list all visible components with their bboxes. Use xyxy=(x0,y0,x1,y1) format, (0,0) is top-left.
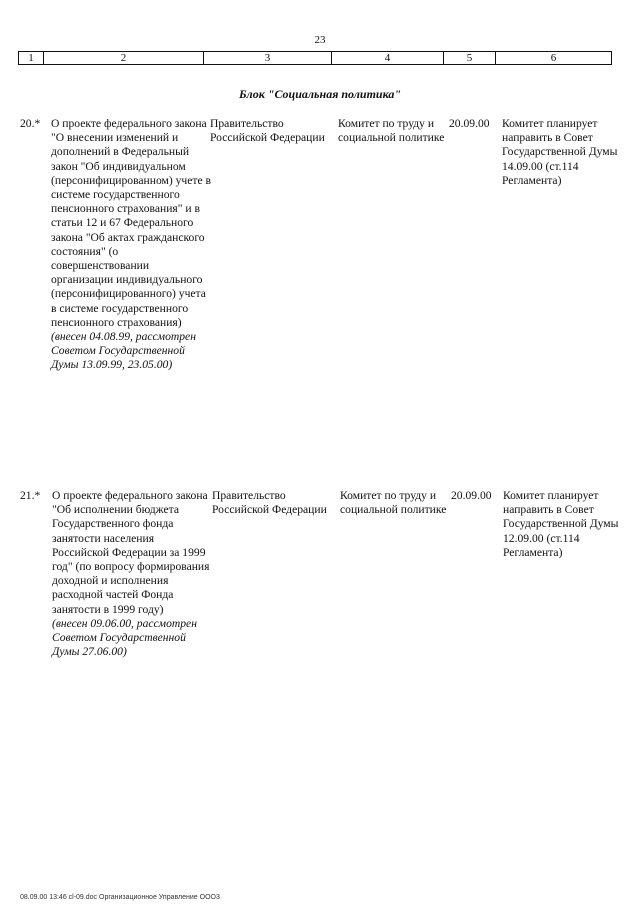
entry-number: 20.* xyxy=(20,117,41,130)
page-number: 23 xyxy=(314,34,326,46)
entry-action: Комитет планирует направить в Совет Государственной Думы 14.09.00 (ст.114 Регламента) xyxy=(502,117,618,187)
column-header-4: 4 xyxy=(332,52,444,65)
column-header-row xyxy=(19,52,612,65)
entry-date: 20.09.00 xyxy=(451,489,492,502)
entry-author: Правительство Российской Федерации xyxy=(210,117,325,145)
entry-description: О проекте федерального закона "Об исполнении бюджета Государственного фонда занятости населения Российской Федерации за 1999 год" (по вопросу формирования доходной и исполнения расходной частей Фонда занятости в 1999 году) xyxy=(52,489,210,616)
entry-committee: Комитет по труду и социальной политике xyxy=(340,489,447,517)
entry-note: (внесен 09.06.00, рассмотрен Советом Государственной Думы 27.06.00) xyxy=(52,616,197,659)
column-header-1: 1 xyxy=(19,52,44,65)
column-header-table xyxy=(18,51,612,65)
entry-date: 20.09.00 xyxy=(449,117,490,130)
block-title: Блок "Социальная политика" xyxy=(238,87,402,101)
column-header-2: 2 xyxy=(44,52,204,65)
column-header-3: 3 xyxy=(204,52,332,65)
entry-description: О проекте федерального закона "О внесении изменений и дополнений в Федеральный закон "Об индивидуальном (персонифицированном) учете в системе государственного пенсионного страхования" и в статьи 12 и 67 Федерального закона "Об актах гражданского состояния" (о совершенствовании организации индивидуального (персонифицированного) учета в системе государственного пенсионного страхования) xyxy=(51,117,211,329)
entry-author: Правительство Российской Федерации xyxy=(212,489,327,517)
entry-note: (внесен 04.08.99, рассмотрен Советом Государственной Думы 13.09.99, 23.05.00) xyxy=(51,330,196,372)
entry-committee: Комитет по труду и социальной политике xyxy=(338,117,445,145)
document-footer: 08.09.00 13:46 cl-09.doc Организационное Управление ООО3 xyxy=(20,894,220,901)
entry-action: Комитет планирует направить в Совет Государственной Думы 12.09.00 (ст.114 Регламента) xyxy=(503,489,619,559)
entry-number: 21.* xyxy=(20,489,41,502)
column-header-5: 5 xyxy=(444,52,496,65)
column-header-6: 6 xyxy=(496,52,612,65)
entry-description-cell xyxy=(51,117,211,373)
entry-description-cell xyxy=(52,489,212,659)
